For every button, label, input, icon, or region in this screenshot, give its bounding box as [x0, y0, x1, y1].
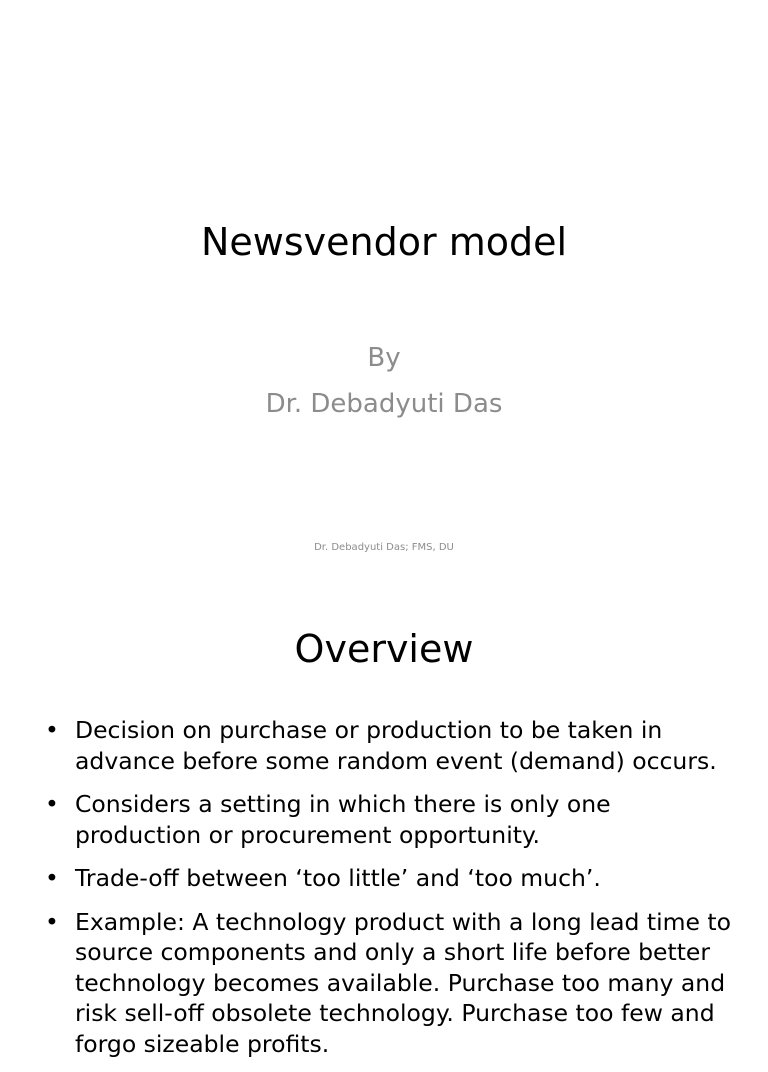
- bullet-list: [43, 715, 733, 1072]
- slide-subtitle: [0, 335, 768, 427]
- bullet-text: Trade-off between ‘too little’ and ‘too much’.: [75, 864, 601, 892]
- by-line: By: [367, 343, 401, 373]
- bullet-text: Considers a setting in which there is only one production or procurement opportunity.: [75, 790, 611, 849]
- slide-title: Newsvendor model: [200, 220, 568, 264]
- author-name: Dr. Debadyuti Das: [265, 389, 503, 419]
- bullet-icon: •: [45, 907, 59, 936]
- slide-footer: Dr. Debadyuti Das; FMS, DU: [314, 542, 454, 553]
- bullet-icon: •: [45, 864, 59, 892]
- bullet-text: Decision on purchase or production to be taken in advance before some random event (demand) occurs.: [75, 716, 717, 775]
- bullet-text: Example: A technology product with a long lead time to source components and only a short life before better technology becomes available. Purchase too many and risk sell-off obsolete technology. Purchase too few and forgo sizeable profits.: [75, 907, 732, 1058]
- bullet-item: [43, 789, 733, 850]
- slide-title: Overview: [294, 627, 474, 671]
- overview-slide: [0, 576, 768, 1058]
- bullet-icon: •: [45, 790, 59, 818]
- bullet-item: [43, 715, 733, 776]
- bullet-icon: •: [45, 716, 59, 744]
- bullet-item: [43, 907, 733, 1060]
- bullet-item: [43, 863, 733, 894]
